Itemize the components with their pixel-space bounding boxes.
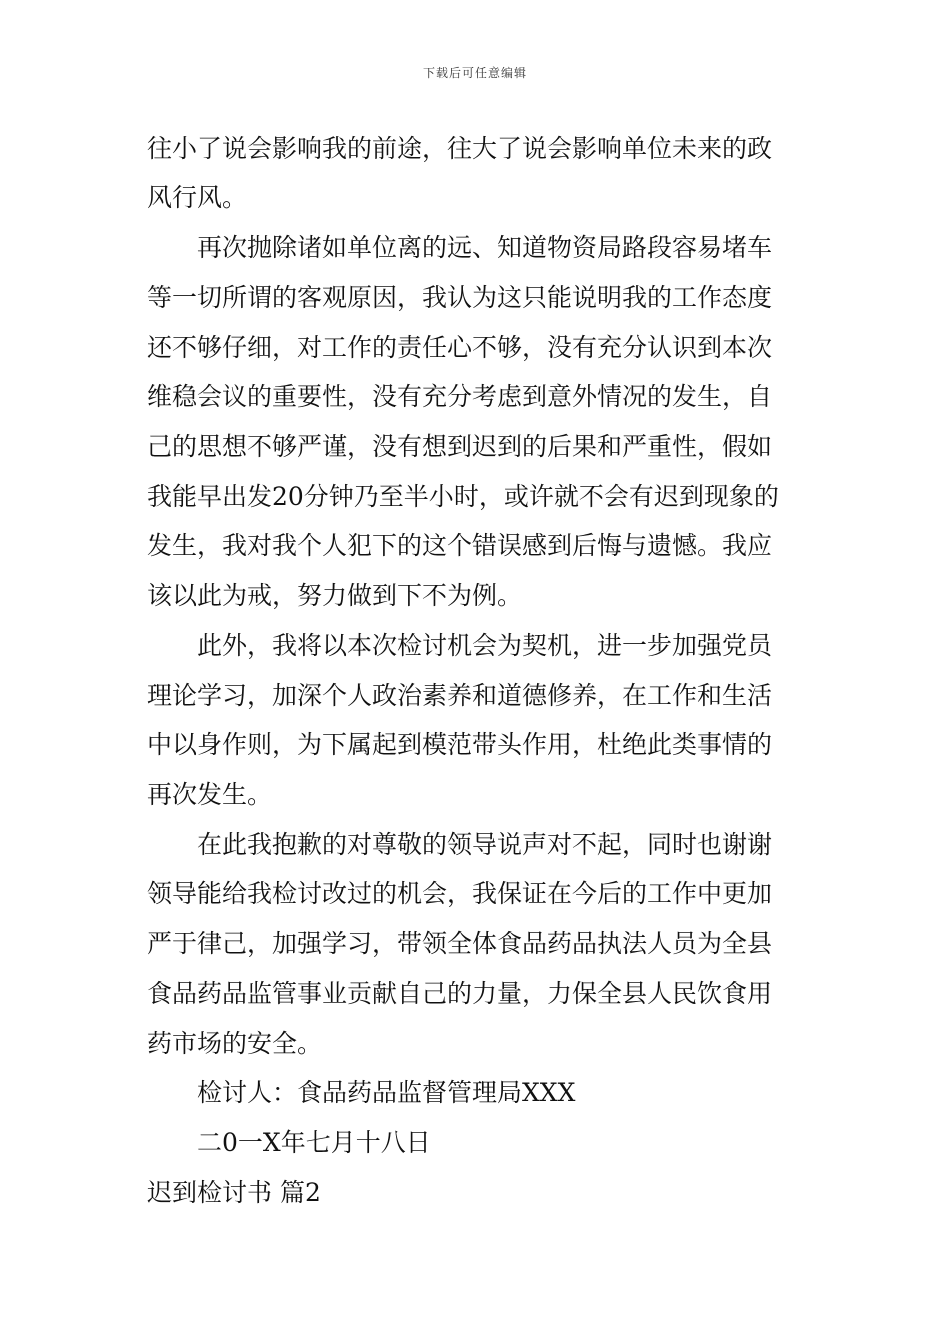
text-line: 在此我抱歉的对尊敬的领导说声对不起，同时也谢谢	[147, 830, 773, 859]
signature-line: 检讨人：食品药品监督管理局XXX	[147, 1078, 576, 1107]
text-line: 往小了说会影响我的前途，往大了说会影响单位未来的政	[147, 134, 773, 163]
text-line: 领导能给我检讨改过的机会，我保证在今后的工作中更加	[147, 879, 773, 908]
text-line: 药市场的安全。	[147, 1029, 323, 1058]
text-line: 发生，我对我个人犯下的这个错误感到后悔与遗憾。我应	[147, 531, 773, 560]
date-line: 二0一X年七月十八日	[147, 1128, 431, 1157]
text-line: 维稳会议的重要性，没有充分考虑到意外情况的发生，自	[147, 382, 773, 411]
text-line: 等一切所谓的客观原因，我认为这只能说明我的工作态度	[147, 283, 773, 312]
text-line: 严于律己，加强学习，带领全体食品药品执法人员为全县	[147, 929, 773, 958]
text-line: 食品药品监管事业贡献自己的力量，力保全县人民饮食用	[147, 979, 773, 1008]
text-line: 此外，我将以本次检讨机会为契机，进一步加强党员	[147, 631, 773, 660]
text-line: 己的思想不够严谨，没有想到迟到的后果和严重性，假如	[147, 432, 773, 461]
section-heading: 迟到检讨书 篇2	[147, 1178, 321, 1207]
page-header-note: 下载后可任意编辑	[422, 66, 527, 80]
text-line: 中以身作则，为下属起到模范带头作用，杜绝此类事情的	[147, 730, 773, 759]
text-line: 我能早出发20分钟乃至半小时，或许就不会有迟到现象的	[147, 482, 779, 511]
text-line: 风行风。	[147, 183, 248, 212]
text-line: 再次抛除诸如单位离的远、知道物资局路段容易堵车	[147, 233, 773, 262]
text-line: 再次发生。	[147, 780, 273, 809]
text-line: 还不够仔细，对工作的责任心不够，没有充分认识到本次	[147, 333, 773, 362]
text-line: 该以此为戒，努力做到下不为例。	[147, 581, 523, 610]
text-line: 理论学习，加深个人政治素养和道德修养，在工作和生活	[147, 681, 773, 710]
